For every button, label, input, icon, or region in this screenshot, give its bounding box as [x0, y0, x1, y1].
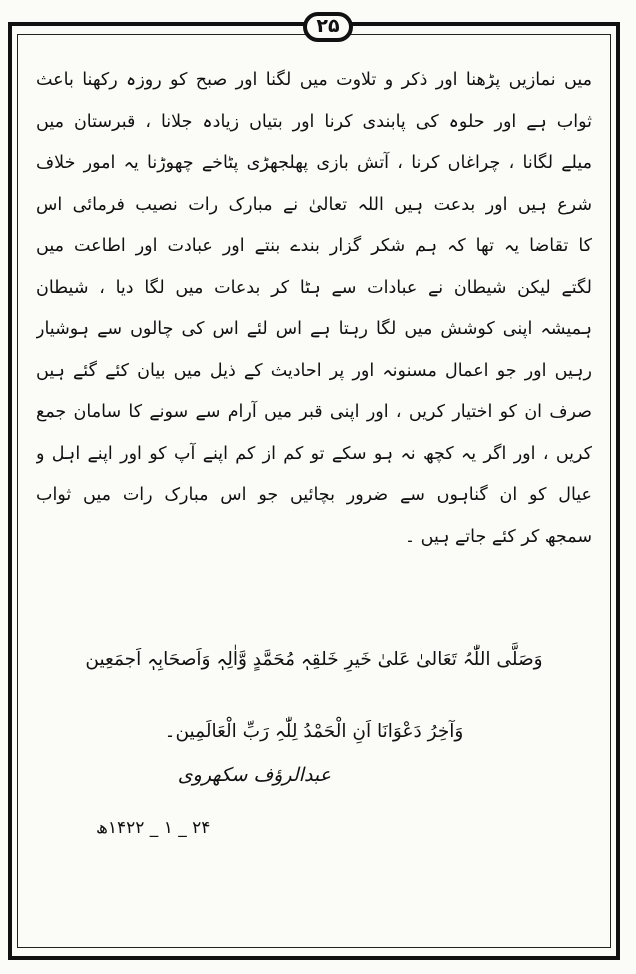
text-line: رہیں اور جو اعمال مسنونہ اور پر احادیث کے ذیل میں بیان کئے گئے ہیں	[36, 360, 592, 381]
text-line: کا تقاضا یہ تھا کہ ہم شکر گزار بندے بنتے اور عبادت اور اطاعت میں	[36, 236, 592, 256]
page-number: ۲۵	[303, 12, 353, 42]
text-line: میلے لگانا ، چراغاں کرنا ، آتش بازی پھلجھڑی پٹاخے چھوڑنا یہ امور خلاف	[36, 153, 592, 173]
closing-dua: وَآخِرُ دَعْوَانَا اَنِ الْحَمْدُ لِلّٰہِ رَبِّ الْعَالَمِین۔	[164, 721, 464, 742]
closing-prayer: وَصَلَّی اللّٰہُ تَعَالیٰ عَلیٰ خَیرِ خَلقِہٖ مُحَمَّدٍ وَّاٰلِہٖ وَاَصحَابِہٖ اَجمَعِین	[85, 649, 543, 670]
text-line: لگتے لیکن شیطان نے عبادات سے ہٹا کر بدعات میں لگا دیا ، شیطان	[36, 277, 592, 298]
text-line: شرع ہیں اور بدعت ہیں اللہ تعالیٰ نے مبارک رات نصیب فرمائی اس	[36, 194, 592, 215]
text-line: عیال کو ان گناہوں سے ضرور بچائیں جو اس مبارک رات میں ثواب	[36, 485, 592, 505]
text-line: صرف ان کو اختیار کریں ، اور اپنی قبر میں آرام سے سونے کا سامان جمع	[36, 402, 592, 422]
text-line: میں نمازیں پڑھنا اور ذکر و تلاوت میں لگنا اور صبح کو روزہ رکھنا باعث	[36, 70, 592, 90]
text-line: سمجھ کر کئے جاتے ہیں ۔	[404, 526, 592, 547]
text-line: ثواب ہے اور حلوہ کی پابندی کرنا اور بتیاں زیادہ جلانا ، قبرستان میں	[36, 111, 592, 132]
hijri-date: ۲۴ _ ۱ _ ۱۴۲۲ھ	[96, 818, 211, 838]
text-line: ہمیشہ اپنی کوشش میں لگا رہتا ہے اس لئے اس کی چالوں سے ہوشیار	[36, 319, 592, 339]
author-signature: عبدالرؤف سکھروی	[177, 764, 331, 786]
text-line: کریں ، اور اگر یہ کچھ نہ ہو سکے تو کم از کم اپنے آپ کو اور اپنے اہل و	[36, 443, 592, 464]
body-text	[36, 60, 592, 558]
